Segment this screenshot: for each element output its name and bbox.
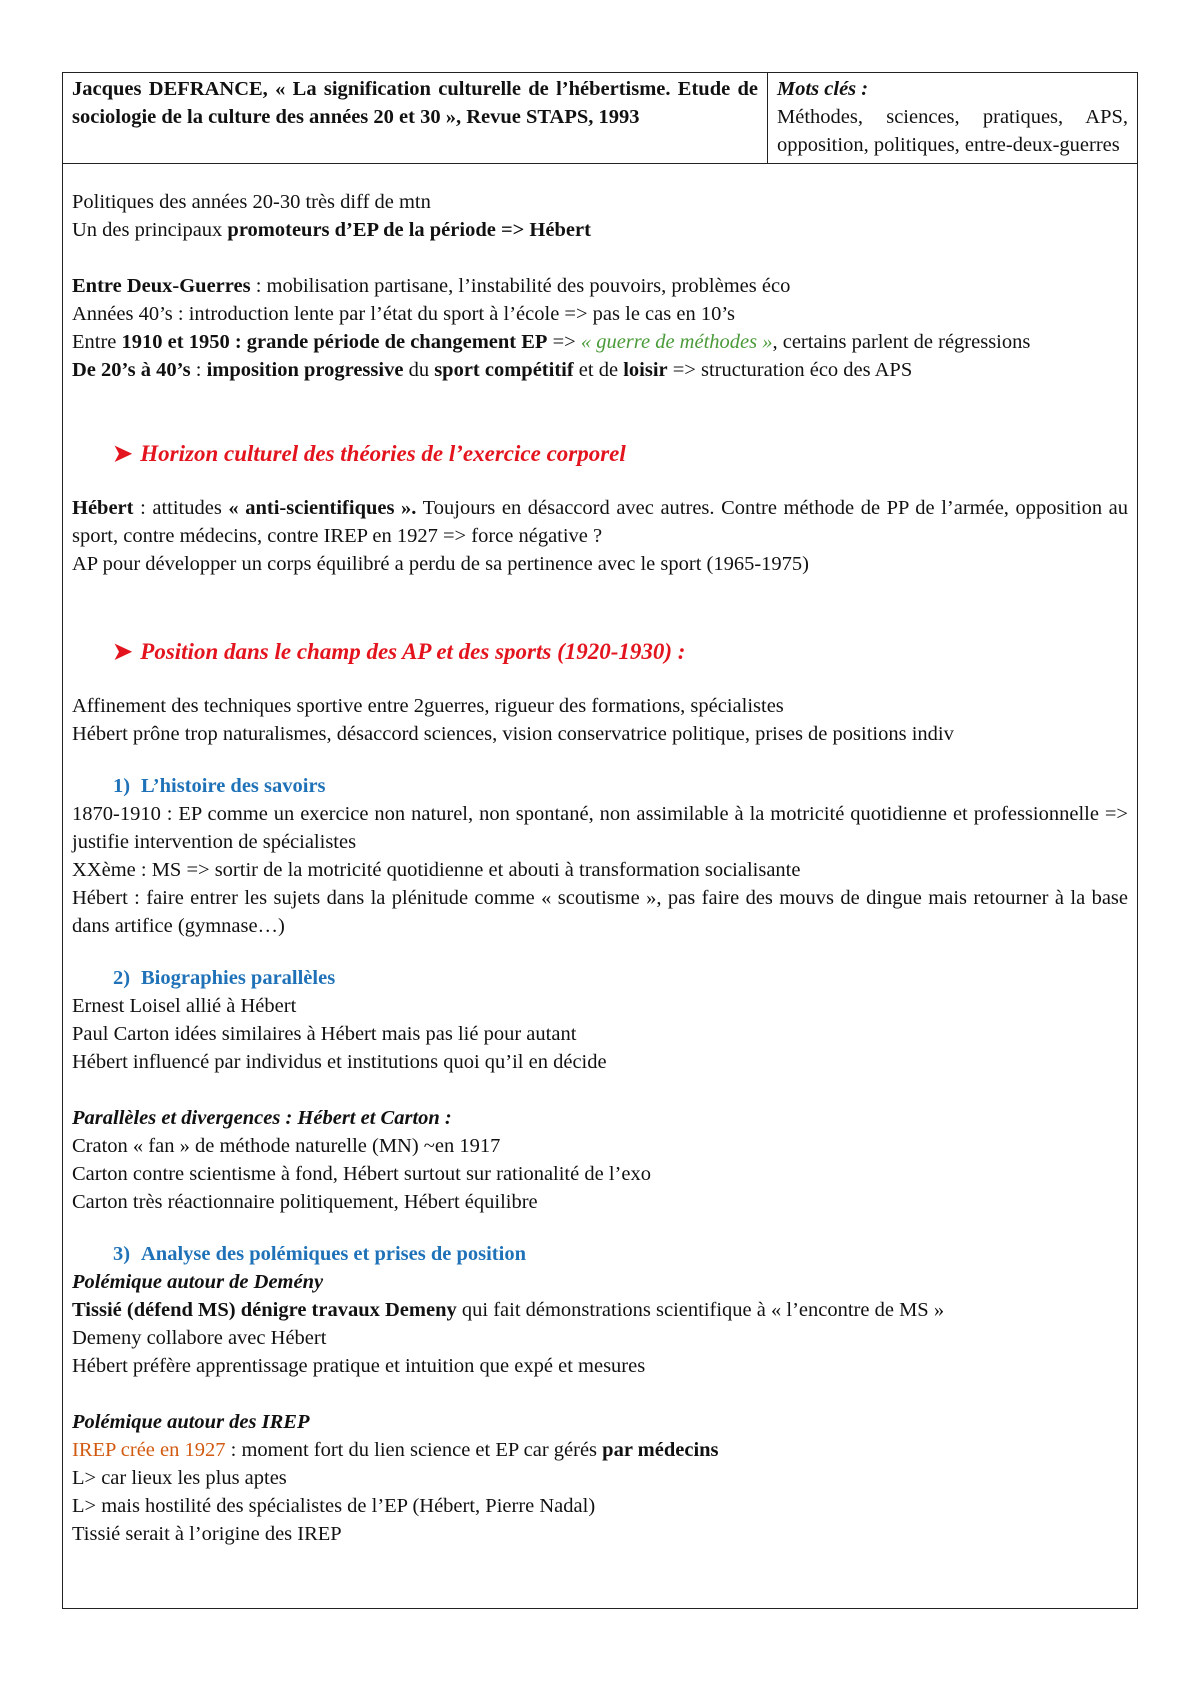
sub1-line-1: 1870-1910 : EP comme un exercice non naturel, non spontané, non assimilable à la motricité quotidienne et professionnelle => justifie intervention de spécialistes bbox=[72, 803, 1128, 853]
sub2-line-4: Craton « fan » de méthode naturelle (MN) ~en 1917 bbox=[72, 1135, 501, 1157]
subsection-number: 3) bbox=[113, 1243, 131, 1265]
bold-span: loisir bbox=[623, 359, 668, 381]
text-span: : bbox=[190, 359, 207, 381]
intro-line-6 bbox=[72, 356, 1128, 384]
header-table bbox=[62, 72, 1138, 164]
sub2-line-5: Carton contre scientisme à fond, Hébert surtout sur rationalité de l’exo bbox=[72, 1163, 651, 1185]
subsection-title: L’histoire des savoirs bbox=[141, 775, 326, 797]
text-span: : attitudes bbox=[133, 497, 229, 519]
text-span: : moment fort du lien science et EP car gérés bbox=[225, 1439, 603, 1461]
sub1-line-2: XXème : MS => sortir de la motricité quotidienne et abouti à transformation socialisante bbox=[72, 859, 801, 881]
keywords-title: Mots clés : bbox=[777, 78, 869, 100]
subsection-title: Analyse des polémiques et prises de position bbox=[141, 1243, 526, 1265]
bold-span: « anti-scientifiques ». bbox=[228, 497, 417, 519]
sub1-line-3: Hébert : faire entrer les sujets dans la plénitude comme « scoutisme », pas faire des mouvs de dingue mais retourner à la base dans artifice (gymnase…) bbox=[72, 887, 1128, 937]
text-span: => structuration éco des APS bbox=[667, 359, 913, 381]
keywords-cell bbox=[768, 73, 1138, 164]
sub2-line-2: Paul Carton idées similaires à Hébert mais pas lié pour autant bbox=[72, 1023, 577, 1045]
text-span: Un des principaux bbox=[72, 219, 228, 241]
section2-line-2: Hébert prône trop naturalismes, désaccord sciences, vision conservatrice politique, prises de positions indiv bbox=[72, 723, 954, 745]
intro-line-5 bbox=[72, 328, 1128, 356]
bullet-arrow-icon: ➤ bbox=[113, 441, 133, 466]
text-span: => bbox=[547, 331, 581, 353]
subsection-number: 1) bbox=[113, 775, 131, 797]
subsection-number: 2) bbox=[113, 967, 131, 989]
highlight-span: IREP crée en 1927 bbox=[72, 1439, 226, 1461]
highlight-span: « guerre de méthodes » bbox=[580, 331, 773, 353]
sub3-line-6: L> mais hostilité des spécialistes de l’EP (Hébert, Pierre Nadal) bbox=[72, 1495, 596, 1517]
sub3-line-1 bbox=[72, 1296, 1128, 1324]
text-span: et de bbox=[573, 359, 624, 381]
section-title: Horizon culturel des théories de l’exercice corporel bbox=[140, 441, 626, 466]
sub2-line-1: Ernest Loisel allié à Hébert bbox=[72, 995, 297, 1017]
section-title: Position dans le champ des AP et des sports (1920-1930) : bbox=[140, 639, 686, 664]
section1-paragraph-1 bbox=[72, 494, 1128, 550]
subsection-title: Biographies parallèles bbox=[141, 967, 336, 989]
document-page bbox=[62, 72, 1138, 1609]
bold-span: 1910 et 1950 : grande période de changement EP bbox=[121, 331, 548, 353]
keywords-list: Méthodes, sciences, pratiques, APS, opposition, politiques, entre-deux-guerres bbox=[777, 106, 1128, 156]
intro-line-3 bbox=[72, 272, 1128, 300]
sub3-subtitle-1: Polémique autour de Demény bbox=[72, 1271, 324, 1293]
bold-span: Entre Deux-Guerres bbox=[72, 275, 251, 297]
sub3-line-3: Hébert préfère apprentissage pratique et intuition que expé et mesures bbox=[72, 1355, 646, 1377]
sub3-line-7: Tissié serait à l’origine des IREP bbox=[72, 1523, 342, 1545]
bold-span: sport compétitif bbox=[434, 359, 574, 381]
text-span: Entre bbox=[72, 331, 122, 353]
section2-line-1: Affinement des techniques sportive entre 2guerres, rigueur des formations, spécialistes bbox=[72, 695, 784, 717]
subsection-heading-2 bbox=[113, 964, 1128, 992]
section-heading-horizon bbox=[113, 438, 1128, 470]
intro-line-2 bbox=[72, 216, 1128, 244]
text-span: Toujours en désaccord avec autres. Contre méthode de PP de l’armée, opposition au sport, contre médecins, contre IREP en 1927 => force négative ? bbox=[72, 497, 1129, 547]
subsection-heading-3 bbox=[113, 1240, 1128, 1268]
text-span: : mobilisation partisane, l’instabilité des pouvoirs, problèmes éco bbox=[250, 275, 791, 297]
bold-span: promoteurs d’EP de la période => Hébert bbox=[227, 219, 591, 241]
text-span: qui fait démonstrations scientifique à « l’encontre de MS » bbox=[456, 1299, 945, 1321]
section-heading-position bbox=[113, 636, 1128, 668]
reference-cell: Jacques DEFRANCE, « La signification culturelle de l’hébertisme. Etude de sociologie de la culture des années 20 et 30 », Revue STAPS, 1993 bbox=[63, 73, 768, 164]
bold-span: imposition progressive bbox=[206, 359, 404, 381]
section1-paragraph-2: AP pour développer un corps équilibré a perdu de sa pertinence avec le sport (1965-1975) bbox=[72, 553, 809, 575]
text-span: , certains parlent de régressions bbox=[772, 331, 1031, 353]
sub3-line-5: L> car lieux les plus aptes bbox=[72, 1467, 287, 1489]
sub3-subtitle-2: Polémique autour des IREP bbox=[72, 1411, 310, 1433]
bold-span: par médecins bbox=[602, 1439, 719, 1461]
text-span: du bbox=[403, 359, 435, 381]
sub2-line-6: Carton très réactionnaire politiquement, Hébert équilibre bbox=[72, 1191, 538, 1213]
subsection-heading-1 bbox=[113, 772, 1128, 800]
bold-span: Tissié (défend MS) dénigre travaux Demeny bbox=[72, 1299, 457, 1321]
bold-span: Hébert bbox=[72, 497, 134, 519]
bullet-arrow-icon: ➤ bbox=[113, 639, 133, 664]
notes-body bbox=[62, 164, 1138, 1609]
intro-line-4: Années 40’s : introduction lente par l’état du sport à l’école => pas le cas en 10’s bbox=[72, 303, 735, 325]
bold-span: De 20’s à 40’s bbox=[72, 359, 191, 381]
sub2-subtitle: Parallèles et divergences : Hébert et Carton : bbox=[72, 1107, 452, 1129]
sub3-line-2: Demeny collabore avec Hébert bbox=[72, 1327, 327, 1349]
sub2-line-3: Hébert influencé par individus et institutions quoi qu’il en décide bbox=[72, 1051, 607, 1073]
sub3-line-4 bbox=[72, 1436, 1128, 1464]
intro-line-1: Politiques des années 20-30 très diff de mtn bbox=[72, 191, 431, 213]
